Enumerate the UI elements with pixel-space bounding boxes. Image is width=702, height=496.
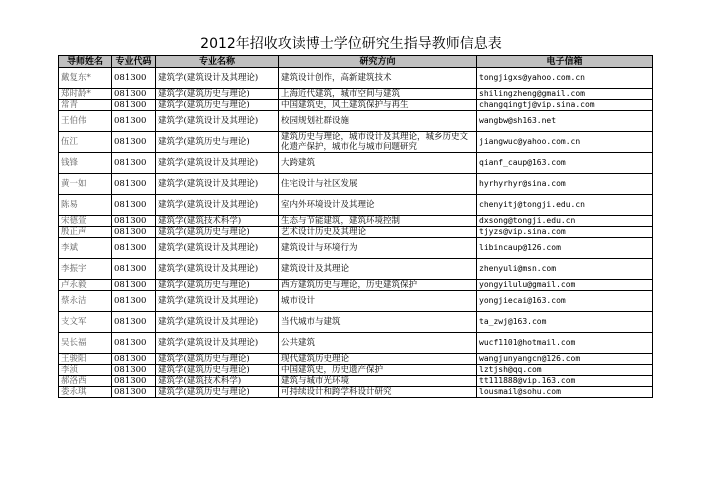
table-body (59, 68, 653, 398)
email-cell: jiangwuc@yahoo.com.cn (477, 132, 653, 153)
table-row (59, 365, 653, 376)
major-name-cell: 建筑学(建筑设计及其理论) (156, 174, 279, 195)
email-cell: chenyitj@tongji.edu.cn (477, 195, 653, 216)
supervisor-name-cell: 王骏阳 (59, 354, 112, 365)
table-row (59, 195, 653, 216)
research-direction-cell: 当代城市与建筑 (279, 312, 477, 333)
header-name: 导师姓名 (59, 56, 112, 68)
table-row (59, 100, 653, 111)
major-code-cell: 081300 (112, 174, 156, 195)
table-row (59, 280, 653, 291)
email-cell: yongjiecai@163.com (477, 291, 653, 312)
email-cell: tt111888@vip.163.com (477, 376, 653, 387)
table-row (59, 333, 653, 354)
supervisor-name-cell: 李浈 (59, 365, 112, 376)
table-row (59, 216, 653, 227)
email-cell: yongyilulu@gmail.com (477, 280, 653, 291)
research-direction-cell: 现代建筑历史理论 (279, 354, 477, 365)
major-code-cell: 081300 (112, 153, 156, 174)
major-name-cell: 建筑学(建筑历史与理论) (156, 387, 279, 398)
email-cell: zhenyuli@msn.com (477, 259, 653, 280)
email-cell: ta_zwj@163.com (477, 312, 653, 333)
major-name-cell: 建筑学(建筑技术科学) (156, 376, 279, 387)
supervisor-table (58, 55, 653, 398)
major-name-cell: 建筑学(建筑历史与理论) (156, 132, 279, 153)
table-row (59, 312, 653, 333)
major-code-cell: 081300 (112, 387, 156, 398)
major-name-cell: 建筑学(建筑设计及其理论) (156, 153, 279, 174)
major-name-cell: 建筑学(建筑设计及其理论) (156, 68, 279, 89)
table-row (59, 354, 653, 365)
table-row (59, 68, 653, 89)
research-direction-cell: 校园规划社群设施 (279, 111, 477, 132)
supervisor-name-cell: 伍江 (59, 132, 112, 153)
major-code-cell: 081300 (112, 238, 156, 259)
research-direction-cell: 艺术设计历史及其理论 (279, 227, 477, 238)
major-name-cell: 建筑学(建筑设计及其理论) (156, 195, 279, 216)
header-major: 专业名称 (156, 56, 279, 68)
major-name-cell: 建筑学(建筑设计及其理论) (156, 333, 279, 354)
research-direction-cell: 室内外环境设计及其理论 (279, 195, 477, 216)
supervisor-name-cell: 吴长福 (59, 333, 112, 354)
email-cell: tjyzs@vip.sina.com (477, 227, 653, 238)
table-row (59, 259, 653, 280)
major-code-cell: 081300 (112, 365, 156, 376)
header-direction: 研究方向 (279, 56, 477, 68)
major-name-cell: 建筑学(建筑设计及其理论) (156, 111, 279, 132)
supervisor-name-cell: 常青 (59, 100, 112, 111)
header-email: 电子信箱 (477, 56, 653, 68)
supervisor-name-cell: 王伯伟 (59, 111, 112, 132)
research-direction-cell: 中国建筑史，风土建筑保护与再生 (279, 100, 477, 111)
supervisor-name-cell: 卢永毅 (59, 280, 112, 291)
supervisor-name-cell: 陈易 (59, 195, 112, 216)
supervisor-name-cell: 支文军 (59, 312, 112, 333)
supervisor-name-cell: 郝洛西 (59, 376, 112, 387)
supervisor-name-cell: 李斌 (59, 238, 112, 259)
table-row (59, 153, 653, 174)
email-cell: wucf1101@hotmail.com (477, 333, 653, 354)
major-name-cell: 建筑学(建筑设计及其理论) (156, 238, 279, 259)
email-cell: dxsong@tongji.edu.cn (477, 216, 653, 227)
header-code: 专业代码 (112, 56, 156, 68)
table-row (59, 238, 653, 259)
research-direction-cell: 中国建筑史，历史遗产保护 (279, 365, 477, 376)
major-name-cell: 建筑学(建筑历史与理论) (156, 89, 279, 100)
major-code-cell: 081300 (112, 195, 156, 216)
major-name-cell: 建筑学(建筑设计及其理论) (156, 312, 279, 333)
supervisor-name-cell: 钱锋 (59, 153, 112, 174)
major-code-cell: 081300 (112, 280, 156, 291)
research-direction-cell: 建筑与城市光环境 (279, 376, 477, 387)
page-title: 2012年招收攻读博士学位研究生指导教师信息表 (200, 36, 502, 52)
major-code-cell: 081300 (112, 111, 156, 132)
major-code-cell: 081300 (112, 333, 156, 354)
major-name-cell: 建筑学(建筑技术科学) (156, 216, 279, 227)
email-cell: hyrhyrhyr@sina.com (477, 174, 653, 195)
table-row (59, 387, 653, 398)
major-code-cell: 081300 (112, 227, 156, 238)
major-code-cell: 081300 (112, 216, 156, 227)
major-name-cell: 建筑学(建筑设计及其理论) (156, 291, 279, 312)
major-name-cell: 建筑学(建筑历史与理论) (156, 280, 279, 291)
email-cell: qianf_caup@163.com (477, 153, 653, 174)
table-row (59, 376, 653, 387)
table-row (59, 291, 653, 312)
research-direction-cell: 上海近代建筑，城市空间与建筑 (279, 89, 477, 100)
research-direction-cell: 大跨建筑 (279, 153, 477, 174)
major-code-cell: 081300 (112, 376, 156, 387)
email-cell: tongjigxs@yahoo.com.cn (477, 68, 653, 89)
email-cell: shilingzheng@gmail.com (477, 89, 653, 100)
major-code-cell: 081300 (112, 312, 156, 333)
major-name-cell: 建筑学(建筑历史与理论) (156, 365, 279, 376)
email-cell: libincaup@126.com (477, 238, 653, 259)
email-cell: wangbw@sh163.net (477, 111, 653, 132)
supervisor-name-cell: 殷正声 (59, 227, 112, 238)
major-code-cell: 081300 (112, 100, 156, 111)
major-code-cell: 081300 (112, 68, 156, 89)
email-cell: wangjunyangcn@126.com (477, 354, 653, 365)
supervisor-name-cell: 戴复东* (59, 68, 112, 89)
major-name-cell: 建筑学(建筑历史与理论) (156, 354, 279, 365)
email-cell: lousmail@sohu.com (477, 387, 653, 398)
research-direction-cell: 建筑设计与环境行为 (279, 238, 477, 259)
major-name-cell: 建筑学(建筑设计及其理论) (156, 259, 279, 280)
table-row (59, 89, 653, 100)
major-code-cell: 081300 (112, 291, 156, 312)
major-code-cell: 081300 (112, 354, 156, 365)
table-row (59, 227, 653, 238)
supervisor-name-cell: 李振宇 (59, 259, 112, 280)
major-code-cell: 081300 (112, 259, 156, 280)
major-name-cell: 建筑学(建筑历史与理论) (156, 100, 279, 111)
major-name-cell: 建筑学(建筑历史与理论) (156, 227, 279, 238)
table-row (59, 174, 653, 195)
research-direction-cell: 建筑历史与理论，城市设计及其理论，城乡历史文化遗产保护，城市化与城市问题研究 (279, 132, 477, 153)
research-direction-cell: 城市设计 (279, 291, 477, 312)
research-direction-cell: 建筑设计及其理论 (279, 259, 477, 280)
supervisor-name-cell: 郑时龄* (59, 89, 112, 100)
research-direction-cell: 公共建筑 (279, 333, 477, 354)
table-row (59, 111, 653, 132)
major-code-cell: 081300 (112, 132, 156, 153)
email-cell: changqingtj@vip.sina.com (477, 100, 653, 111)
research-direction-cell: 住宅设计与社区发展 (279, 174, 477, 195)
research-direction-cell: 西方建筑历史与理论，历史建筑保护 (279, 280, 477, 291)
table-row (59, 132, 653, 153)
major-code-cell: 081300 (112, 89, 156, 100)
research-direction-cell: 建筑设计创作，高新建筑技术 (279, 68, 477, 89)
supervisor-name-cell: 宋德萱 (59, 216, 112, 227)
supervisor-name-cell: 黄一如 (59, 174, 112, 195)
header-row (59, 56, 653, 68)
research-direction-cell: 可持续设计和跨学科设计研究 (279, 387, 477, 398)
research-direction-cell: 生态与节能建筑，建筑环境控制 (279, 216, 477, 227)
supervisor-name-cell: 娄永琪 (59, 387, 112, 398)
email-cell: lztjsh@qq.com (477, 365, 653, 376)
supervisor-name-cell: 蔡永洁 (59, 291, 112, 312)
